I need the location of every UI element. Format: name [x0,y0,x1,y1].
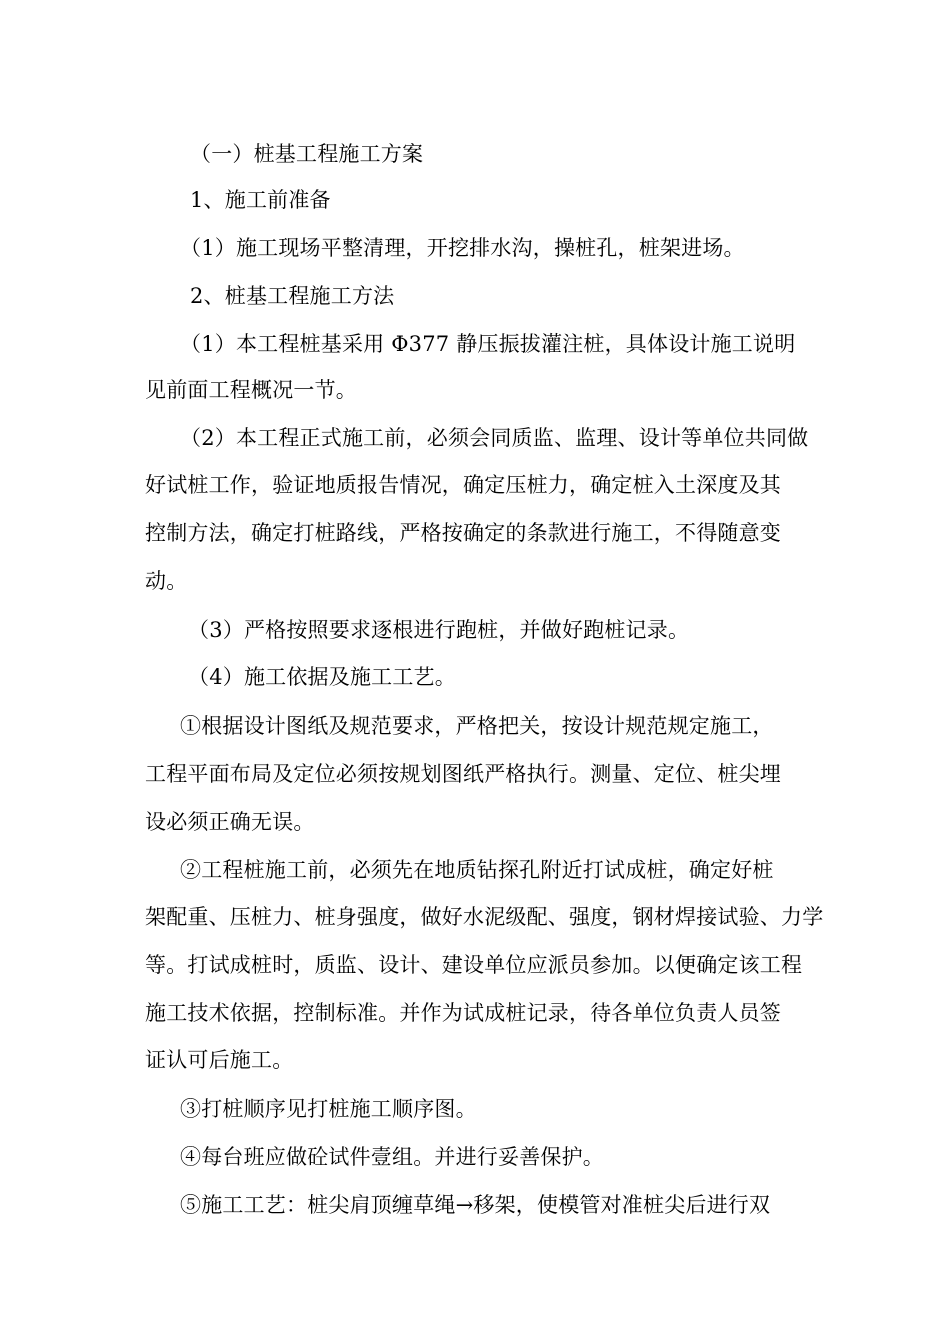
paragraph-line: 工程平面布局及定位必须按规划图纸严格执行。测量、定位、桩尖埋 [145,762,781,786]
paragraph-line: （1）施工现场平整清理，开挖排水沟，操桩孔，桩架进场。 [180,236,745,260]
paragraph-line: 设必须正确无误。 [145,810,315,834]
paragraph-line: ②工程桩施工前，必须先在地质钻探孔附近打试成桩，确定好桩 [180,858,774,882]
paragraph-line: 架配重、压桩力、桩身强度，做好水泥级配、强度，钢材焊接试验、力学 [145,905,824,929]
paragraph-line: （3）严格按照要求逐根进行跑桩，并做好跑桩记录。 [188,618,690,642]
paragraph-line: 见前面工程概况一节。 [145,378,357,402]
paragraph-line: 等。打试成桩时，质监、设计、建设单位应派员参加。以便确定该工程 [145,953,803,977]
section-heading: 1、施工前准备 [190,188,331,212]
paragraph-line: 控制方法，确定打桩路线，严格按确定的条款进行施工，不得随意变 [145,521,781,545]
document-title: （一）桩基工程施工方案 [190,142,424,166]
paragraph-line: ①根据设计图纸及规范要求，严格把关，按设计规范规定施工， [180,714,774,738]
paragraph-line: 证认可后施工。 [145,1048,294,1072]
paragraph-line: （1）本工程桩基采用 Φ377 静压振拔灌注桩，具体设计施工说明 [180,332,796,356]
paragraph-line: ⑤施工工艺：桩尖肩顶缠草绳→移架，使模管对准桩尖后进行双 [180,1193,771,1217]
paragraph-line: 动。 [145,569,188,593]
paragraph-line: 施工技术依据，控制标准。并作为试成桩记录，待各单位负责人员签 [145,1001,781,1025]
paragraph-line: （2）本工程正式施工前，必须会同质监、监理、设计等单位共同做 [180,426,809,450]
paragraph-line: （4）施工依据及施工工艺。 [188,665,456,689]
paragraph-line: ③打桩顺序见打桩施工顺序图。 [180,1097,477,1121]
paragraph-line: 好试桩工作，验证地质报告情况，确定压桩力，确定桩入土深度及其 [145,473,781,497]
section-heading: 2、桩基工程施工方法 [190,284,395,308]
paragraph-line: ④每台班应做砼试件壹组。并进行妥善保护。 [180,1145,604,1169]
